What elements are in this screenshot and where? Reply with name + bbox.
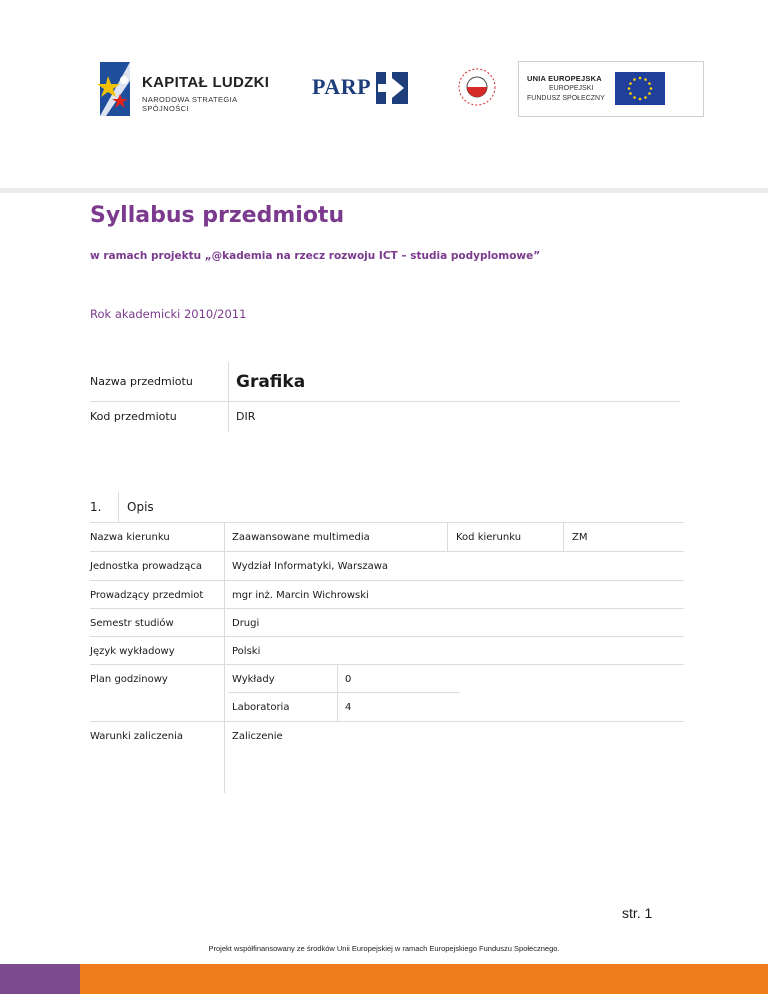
field-plan-label: Plan godzinowy — [90, 674, 168, 685]
plan-row-value: 4 — [345, 702, 352, 713]
subject-column-divider — [228, 362, 229, 432]
academic-year: Rok akademicki 2010/2011 — [90, 307, 247, 321]
footer-bar-orange — [80, 964, 768, 994]
field-jezyk-value: Polski — [232, 646, 261, 657]
field-warunki-value: Zaliczenie — [232, 731, 283, 742]
subject-row-divider — [90, 401, 680, 402]
eu-line3: FUNDUSZ SPOŁECZNY — [527, 95, 605, 102]
section-divider — [90, 522, 684, 523]
row-divider — [90, 551, 684, 552]
field-warunki-label: Warunki zaliczenia — [90, 731, 183, 742]
section-column-divider — [118, 492, 119, 522]
field-jednostka-value: Wydział Informatyki, Warszawa — [232, 561, 389, 572]
field-jezyk-label: Język wykładowy — [90, 646, 175, 657]
university-seal-logo — [457, 67, 497, 107]
field-jednostka-label: Jednostka prowadząca — [90, 561, 202, 572]
kierunek-divider-2 — [563, 523, 564, 551]
subject-code-label: Kod przedmiotu — [90, 410, 177, 423]
subject-name-value: Grafika — [236, 372, 306, 392]
eu-line2: EUROPEJSKI — [549, 85, 594, 92]
parp-text: PARP — [312, 74, 372, 99]
row-divider — [90, 721, 684, 722]
kierunek-divider-1 — [447, 523, 448, 551]
details-column-divider — [224, 523, 225, 793]
plan-row-value: 0 — [345, 674, 352, 685]
page-title: Syllabus przedmiotu — [90, 203, 345, 228]
section-title: Opis — [127, 500, 154, 514]
row-divider — [90, 636, 684, 637]
project-subtitle: w ramach projektu „@kademia na rzecz rozwoju ICT – studia podyplomowe” — [90, 250, 541, 262]
field-prowadzacy-label: Prowadzący przedmiot — [90, 590, 204, 601]
plan-row-divider — [228, 692, 460, 693]
kapital-ludzki-title: KAPITAŁ LUDZKI — [142, 74, 270, 91]
field-kod-kierunku-label: Kod kierunku — [456, 532, 522, 543]
footer-bar-purple — [0, 964, 80, 994]
field-kierunek-label: Nazwa kierunku — [90, 532, 170, 543]
kapital-ludzki-logo — [96, 58, 276, 120]
row-divider — [90, 664, 684, 665]
kapital-ludzki-subtitle: NARODOWA STRATEGIA SPÓJNOŚCI — [142, 95, 238, 113]
page-number: str. 1 — [622, 905, 653, 921]
seal-icon — [457, 67, 497, 107]
parp-logo — [312, 70, 412, 110]
field-kod-kierunku-value: ZM — [572, 532, 588, 543]
eu-line1: UNIA EUROPEJSKA — [527, 74, 602, 83]
field-semestr-label: Semestr studiów — [90, 618, 174, 629]
row-divider — [90, 608, 684, 609]
plan-column-divider — [337, 665, 338, 721]
eu-flag-icon — [615, 72, 665, 105]
row-divider — [90, 580, 684, 581]
plan-row-label: Wykłady — [232, 674, 275, 685]
eu-logo — [518, 61, 704, 117]
header-divider — [0, 188, 768, 193]
section-number: 1. — [90, 500, 102, 514]
field-prowadzacy-value: mgr inż. Marcin Wichrowski — [232, 590, 369, 601]
plan-row-label: Laboratoria — [232, 702, 290, 713]
kapital-ludzki-emblem-icon — [96, 58, 140, 120]
field-semestr-value: Drugi — [232, 618, 260, 629]
footer-note: Projekt współfinansowany ze środków Unii Europejskiej w ramach Europejskiego Funduszu Społecznego. — [208, 944, 560, 953]
subject-name-label: Nazwa przedmiotu — [90, 375, 193, 388]
field-kierunek-value: Zaawansowane multimedia — [232, 532, 370, 543]
subject-code-value: DIR — [236, 410, 256, 423]
parp-emblem-icon — [374, 70, 410, 106]
